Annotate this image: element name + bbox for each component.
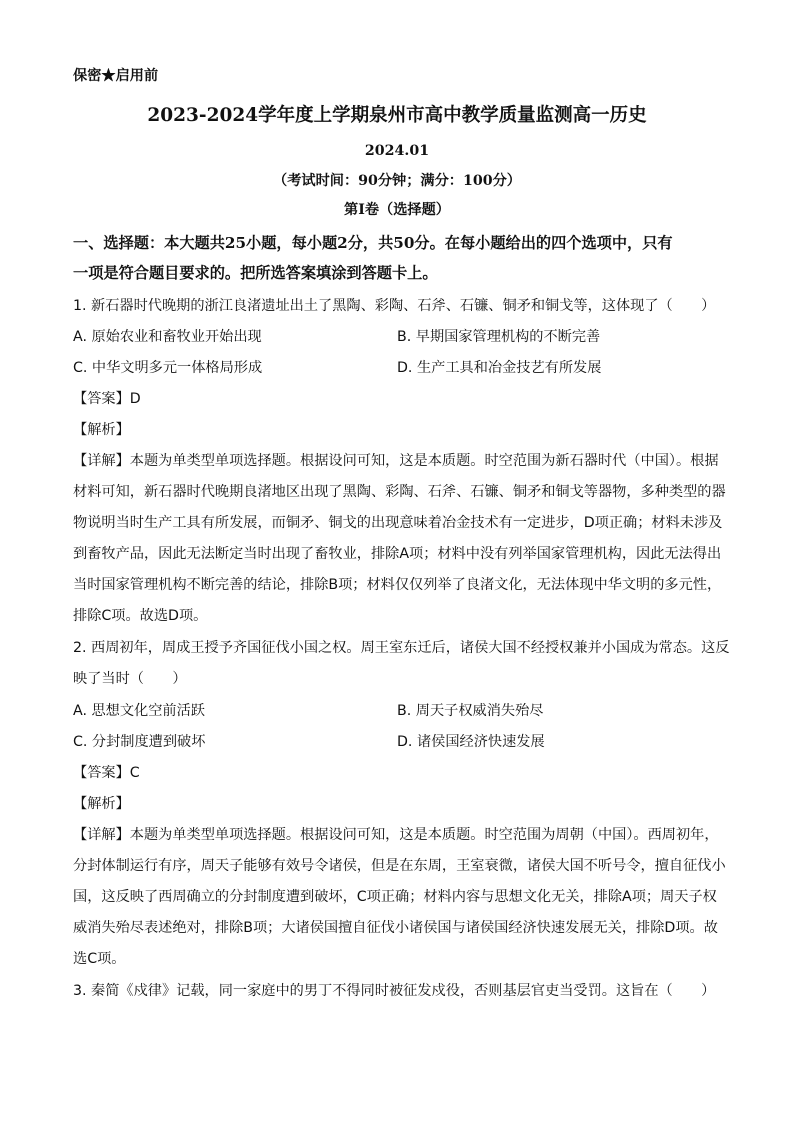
question-1-option-a: A. 原始农业和畜牧业开始出现 [73,329,262,345]
question-2-option-a: A. 思想文化空前活跃 [73,703,205,719]
section-instruction-line2: 一项是符合题目要求的。把所选答案填涂到答题卡上。 [73,264,438,282]
question-1-answer: 【答案】D [73,391,141,407]
exam-title: 2023-2024学年度上学期泉州市高中教学质量监测高一历史 [147,105,647,126]
question-1-option-c: C. 中华文明多元一体格局形成 [73,360,263,376]
question-1-analysis-label: 【解析】 [73,422,130,438]
question-2-analysis-label: 【解析】 [73,796,130,812]
question-1-stem: 1. 新石器时代晚期的浙江良渚遗址出土了黑陶、彩陶、石斧、石镰、铜矛和铜戈等，这体现了（ ） [73,298,716,314]
volume-title: 第Ⅰ卷（选择题） [344,202,450,218]
question-1-detail-line: 材料可知，新石器时代晚期良渚地区出现了黑陶、彩陶、石斧、石镰、铜矛和铜戈等器物，多种类型的器 [73,484,726,500]
question-1-option-d: D. 生产工具和冶金技艺有所发展 [397,360,602,376]
question-1-detail-line: 【详解】本题为单类型单项选择题。根据设问可知，这是本质题。时空范围为新石器时代（中国）。根据 [73,453,719,469]
question-2-detail-line: 【详解】本题为单类型单项选择题。根据设问可知，这是本质题。时空范围为周朝（中国）。西周初年， [73,827,719,843]
question-2-option-d: D. 诸侯国经济快速发展 [397,734,545,750]
question-1-detail-line: 排除C项。故选D项。 [73,608,208,624]
question-3-stem: 3. 秦简《戍律》记载，同一家庭中的男丁不得同时被征发戍役，否则基层官吏当受罚。这旨在（ ） [73,983,716,999]
question-2-option-c: C. 分封制度遭到破坏 [73,734,206,750]
exam-date: 2024.01 [364,143,430,159]
question-2-stem: 2. 西周初年，周成王授予齐国征伐小国之权。周王室东迁后，诸侯大国不经授权兼并小国成为常态。这反 [73,640,730,656]
question-2-option-b: B. 周天子权威消失殆尽 [397,703,544,719]
confidential-label: 保密★启用前 [73,68,159,84]
question-2-stem: 映了当时（ ） [73,671,187,687]
question-2-answer: 【答案】C [73,765,140,781]
question-2-detail-line: 分封体制运行有序，周天子能够有效号令诸侯，但是在东周，王室衰微，诸侯大国不听号令，擅自征伐小 [73,858,726,874]
section-instruction-line1: 一、选择题：本大题共25小题，每小题2分，共50分。在每小题给出的四个选项中，只有 [73,234,673,252]
question-2-detail-line: 威消失殆尽表述绝对，排除B项；大诸侯国擅自征伐小诸侯国与诸侯国经济快速发展无关，排除D项。故 [73,920,718,936]
question-1-detail-line: 物说明当时生产工具有所发展，而铜矛、铜戈的出现意味着冶金技术有一定进步，D项正确；材料未涉及 [73,515,723,531]
question-2-detail-line: 选C项。 [73,951,126,967]
question-1-detail-line: 当时国家管理机构不断完善的结论，排除B项；材料仅仅列举了良渚文化，无法体现中华文明的多元性， [73,577,722,593]
question-2-detail-line: 国，这反映了西周确立的分封制度遭到破坏，C项正确；材料内容与思想文化无关，排除A项；周天子权 [73,889,717,905]
question-1-detail-line: 到畜牧产品，因此无法断定当时出现了畜牧业，排除A项；材料中没有列举国家管理机构，因此无法得出 [73,546,722,562]
question-1-option-b: B. 早期国家管理机构的不断完善 [397,329,601,345]
exam-time-info: （考试时间：90分钟；满分：100分） [273,173,521,189]
